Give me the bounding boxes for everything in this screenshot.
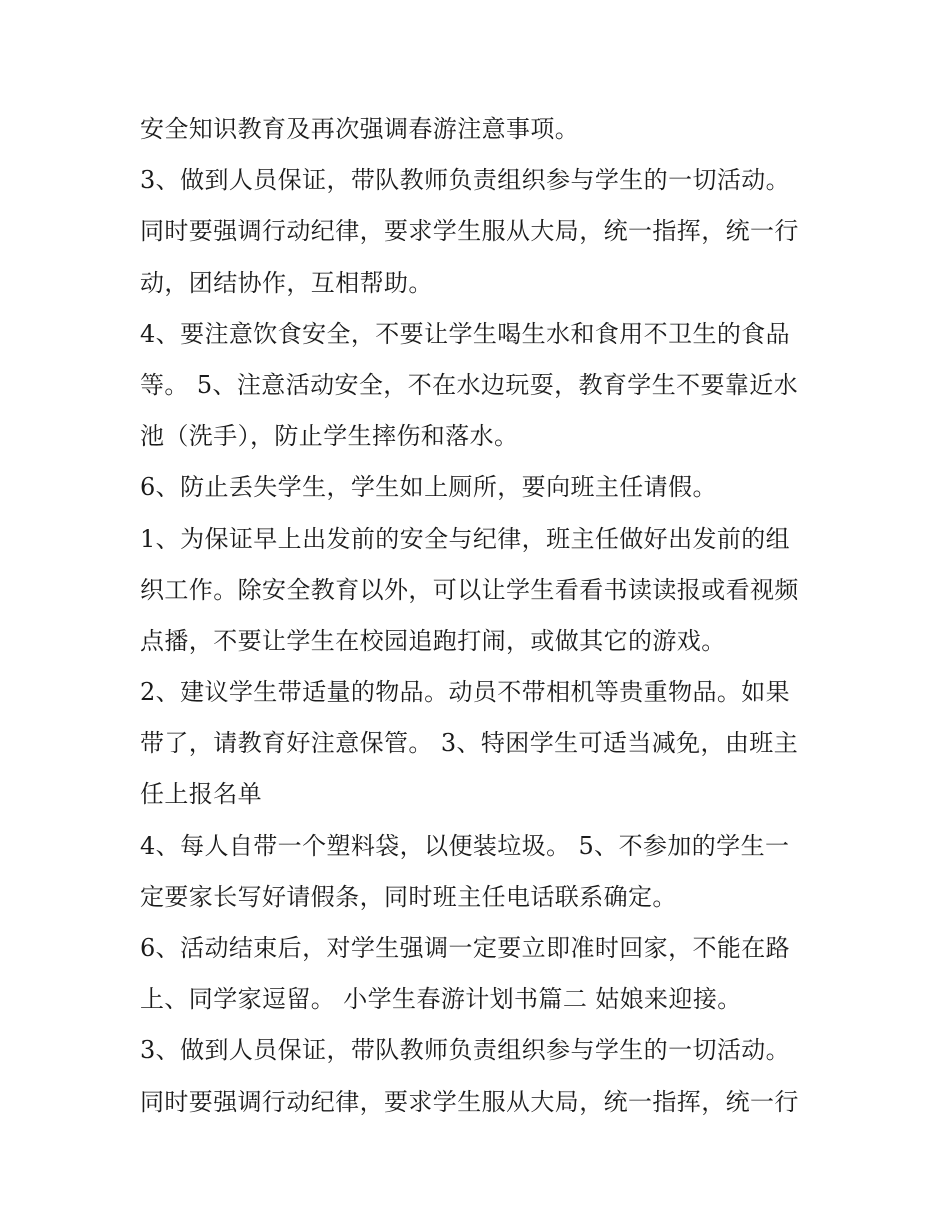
text-line: 2、建议学生带适量的物品。动员不带相机等贵重物品。如果 — [140, 678, 791, 707]
text-line: 同时要强调行动纪律，要求学生服从大局，统一指挥，统一行 — [140, 217, 799, 246]
text-line: 动，团结协作，互相帮助。 — [140, 268, 433, 297]
text-line: 6、活动结束后，对学生强调一定要立即准时回家，不能在路 — [140, 934, 791, 962]
text-line: 点播，不要让学生在校园追跑打闹，或做其它的游戏。 — [140, 626, 726, 655]
text-line: 带了，请教育好注意保管。 3、特困学生可适当减免，由班主 — [140, 729, 799, 758]
text-line: 4、要注意饮食安全，不要让学生喝生水和食用不卫生的食品 — [140, 319, 791, 348]
text-line: 6、防止丢失学生，学生如上厕所，要向班主任请假。 — [140, 473, 717, 502]
text-line: 池（洗手），防止学生摔伤和落水。 — [140, 422, 519, 451]
text-line: 等。 5、注意活动安全，不在水边玩耍，教育学生不要靠近水 — [140, 370, 799, 399]
text-line: 安全知识教育及再次强调春游注意事项。 — [140, 115, 580, 143]
text-line: 1、为保证早上出发前的安全与纪律，班主任做好出发前的组 — [140, 524, 791, 553]
text-line: 任上报名单 — [140, 780, 262, 809]
text-line: 4、每人自带一个塑料袋，以便装垃圾。 5、不参加的学生一 — [140, 831, 790, 860]
text-line: 3、做到人员保证，带队教师负责组织参与学生的一切活动。 — [140, 166, 791, 195]
text-line: 织工作。除安全教育以外，可以让学生看看书读读报或看视频 — [140, 575, 799, 604]
text-line: 3、做到人员保证，带队教师负责组织参与学生的一切活动。 — [140, 1036, 791, 1065]
text-line: 同时要强调行动纪律，要求学生服从大局，统一指挥，统一行 — [140, 1087, 799, 1116]
text-line: 定要家长写好请假条，同时班主任电话联系确定。 — [140, 882, 677, 911]
document-body — [140, 104, 830, 1128]
text-line: 上、同学家逗留。 小学生春游计划书篇二 姑娘来迎接。 — [140, 985, 742, 1014]
